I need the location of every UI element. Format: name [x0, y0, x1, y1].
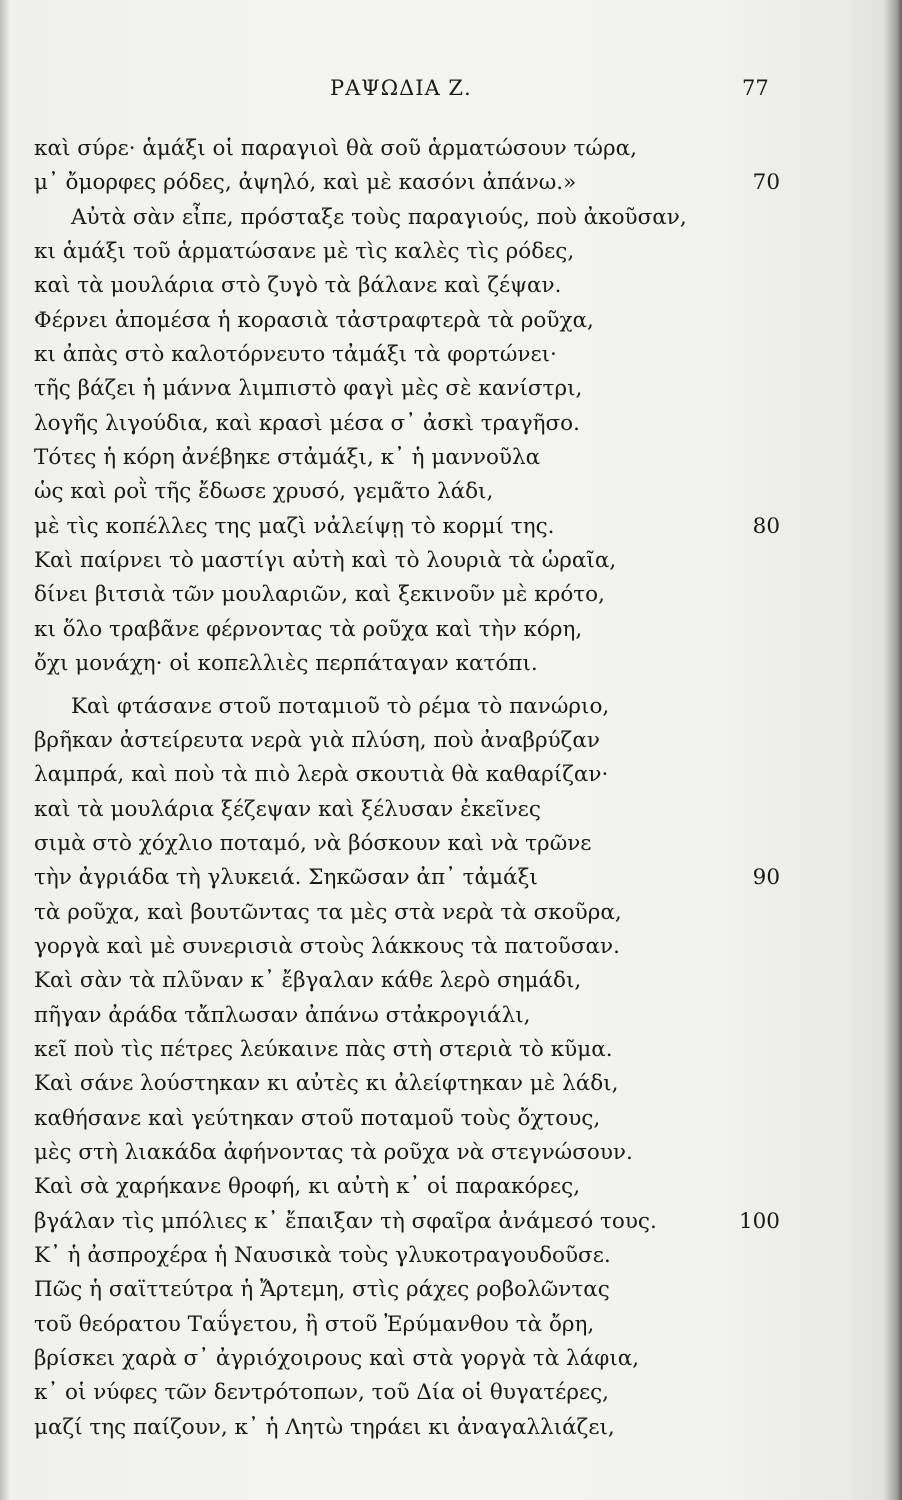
verse-text: βρῆκαν ἀστείρευτα νερὰ γιὰ πλύση, ποὺ ἀναβρύζαν	[34, 727, 600, 753]
verse-line	[0, 647, 902, 681]
verse-line	[0, 930, 902, 964]
verse-line	[0, 1342, 902, 1376]
verse-text: Καὶ σὰν τὰ πλῦναν κ᾽ ἔβγαλαν κάθε λερὸ σημάδι,	[34, 968, 582, 994]
verse-text: Κ᾽ ἡ ἀσπροχέρα ἡ Ναυσικὰ τοὺς γλυκοτραγουδοῦσε.	[34, 1243, 611, 1268]
verse-line	[0, 724, 902, 758]
verse-line	[0, 475, 902, 509]
verse-text: σιμὰ στὸ χόχλιο ποταμό, νὰ βόσκουν καὶ νὰ τρῶνε	[34, 830, 592, 856]
verse-line	[0, 338, 902, 372]
verse-text: ὡς καὶ ροῒ τῆς ἔδωσε χρυσό, γεμᾶτο λάδι,	[34, 479, 494, 505]
verse-line	[0, 690, 902, 724]
verse-line	[0, 304, 902, 338]
verse-text: λαμπρά, καὶ ποὺ τὰ πιὸ λερὰ σκουτιὰ θὰ καθαρίζαν·	[34, 762, 609, 788]
verse-text: κι ἁμάξι τοῦ ἁρματώσανε μὲ τὶς καλὲς τὶς ρόδες,	[34, 239, 575, 265]
verse-text: βρίσκει χαρὰ σ᾽ ἀγριόχοιρους καὶ στὰ γοργὰ τὰ λάφια,	[34, 1346, 640, 1372]
line-number: 80	[752, 513, 780, 539]
verse-line	[0, 407, 902, 441]
verse-text: λογῆς λιγούδια, καὶ κρασὶ μέσα σ᾽ ἀσκὶ τραγῆσο.	[34, 410, 580, 436]
page-number: 77	[742, 76, 769, 100]
verse-line	[0, 1239, 902, 1273]
verse-line	[0, 441, 902, 475]
verse-line	[0, 1376, 902, 1410]
verse-text: τῆς βάζει ἡ μάννα λιμπιστὸ φαγὶ μὲς σὲ κανίστρι,	[34, 376, 583, 402]
verse-line	[0, 1170, 902, 1204]
verse-text: κι ἀπὰς στὸ καλοτόρνευτο τἀμάξι τὰ φορτώνει·	[34, 342, 557, 368]
verse-text: Καὶ φτάσανε στοῦ ποταμιοῦ τὸ ρέμα τὸ πανώριο,	[71, 693, 610, 719]
verse-line	[0, 166, 902, 200]
verse-text: τὴν ἀγριάδα τὴ γλυκειά. Σηκῶσαν ἀπ᾽ τἀμάξι	[34, 865, 538, 891]
verse-line	[0, 964, 902, 998]
verse-line	[0, 1205, 902, 1239]
verse-line	[0, 896, 902, 930]
verse-line	[0, 510, 902, 544]
verse-text: δίνει βιτσιὰ τῶν μουλαριῶν, καὶ ξεκινοῦν μὲ κρότο,	[34, 582, 605, 608]
verse-line	[0, 613, 902, 647]
verse-line	[0, 999, 902, 1033]
line-number: 100	[738, 1208, 780, 1234]
verse-text: τὰ ροῦχα, καὶ βουτῶντας τα μὲς στὰ νερὰ τὰ σκοῦρα,	[34, 899, 622, 925]
verse-line	[0, 578, 902, 612]
verse-text: κεῖ ποὺ τὶς πέτρες λεύκαινε πὰς στὴ στεριὰ τὸ κῦμα.	[34, 1036, 613, 1062]
running-head	[0, 76, 902, 104]
verse-line	[0, 861, 902, 895]
verse-text: μὲς στὴ λιακάδα ἀφήνοντας τὰ ροῦχα νὰ στεγνώσουν.	[34, 1139, 633, 1165]
verse-line	[0, 269, 902, 303]
verse-line	[0, 372, 902, 406]
poem-text	[0, 132, 902, 1445]
verse-text: πῆγαν ἀράδα τἄπλωσαν ἀπάνω στἀκρογιάλι,	[34, 1002, 531, 1028]
verse-line	[0, 1308, 902, 1342]
verse-line	[0, 758, 902, 792]
verse-line	[0, 235, 902, 269]
verse-text: μὲ τὶς κοπέλλες της μαζὶ νἀλείψῃ τὸ κορμί της.	[34, 513, 555, 539]
verse-line	[0, 793, 902, 827]
verse-line	[0, 201, 902, 235]
line-number: 70	[752, 170, 780, 196]
verse-line	[0, 1102, 902, 1136]
verse-text: κ᾽ οἱ νύφες τῶν δεντρότοπων, τοῦ Δία οἱ θυγατέρες,	[34, 1380, 609, 1406]
verse-text: Πῶς ἡ σαϊττεύτρα ἡ Ἄρτεμη, στὶς ράχες ροβολῶντας	[34, 1277, 610, 1303]
verse-text: γοργὰ καὶ μὲ συνερισιὰ στοὺς λάκκους τὰ πατοῦσαν.	[34, 933, 620, 959]
verse-text: Καὶ σὰ χαρήκανε θροφή, κι αὐτὴ κ᾽ οἱ παρακόρες,	[34, 1174, 581, 1200]
verse-text: Φέρνει ἀπομέσα ἡ κορασιὰ τἀστραφτερὰ τὰ ροῦχα,	[34, 307, 594, 333]
verse-text: μ᾽ ὄμορφες ρόδες, ἀψηλό, καὶ μὲ κασόνι ἀπάνω.»	[34, 170, 577, 196]
verse-line	[0, 1411, 902, 1445]
verse-text: μαζί της παίζουν, κ᾽ ἡ Λητὼ τηράει κι ἀναγαλλιάζει,	[34, 1414, 615, 1440]
verse-text: καθήσανε καὶ γεύτηκαν στοῦ ποταμοῦ τοὺς ὄχτους,	[34, 1105, 601, 1131]
verse-line	[0, 1136, 902, 1170]
verse-line	[0, 132, 902, 166]
verse-line	[0, 1273, 902, 1307]
verse-line	[0, 1033, 902, 1067]
verse-text: τοῦ θεόρατου Ταΰγετου, ἢ στοῦ Ἐρύμανθου τὰ ὄρη,	[34, 1311, 595, 1337]
verse-text: κι ὅλο τραβᾶνε φέρνοντας τὰ ροῦχα καὶ τὴν κόρη,	[34, 616, 583, 642]
verse-text: Καὶ σάνε λούστηκαν κι αὐτὲς κι ἀλείφτηκαν μὲ λάδι,	[34, 1071, 619, 1097]
verse-text: Αὐτὰ σὰν εἶπε, πρόσταξε τοὺς παραγιούς, ποὺ ἀκοῦσαν,	[71, 204, 687, 230]
verse-text: Καὶ παίρνει τὸ μαστίγι αὐτὴ καὶ τὸ λουριὰ τὰ ὡραῖα,	[34, 548, 617, 574]
verse-line	[0, 1067, 902, 1101]
line-number: 90	[752, 865, 780, 891]
verse-line	[0, 544, 902, 578]
verse-text: Τότες ἡ κόρη ἀνέβηκε στἀμάξι, κ᾽ ἡ μαννοῦλα	[34, 445, 541, 471]
verse-line	[0, 827, 902, 861]
chapter-title: ΡΑΨΩΔΙΑ Ζ.	[330, 76, 472, 100]
verse-text: καὶ τὰ μουλάρια ξέζεψαν καὶ ξέλυσαν ἐκεῖνες	[34, 796, 541, 822]
verse-text: ὄχι μονάχη· οἱ κοπελλιὲς περπάταγαν κατόπι.	[34, 651, 538, 677]
verse-text: καὶ σύρε· ἁμάξι οἱ παραγιοὶ θὰ σοῦ ἁρματώσουν τώρα,	[34, 136, 637, 161]
verse-text: βγάλαν τὶς μπόλιες κ᾽ ἔπαιξαν τὴ σφαῖρα ἀνάμεσό τους.	[34, 1208, 657, 1234]
verse-text: καὶ τὰ μουλάρια στὸ ζυγὸ τὰ βάλανε καὶ ζέψαν.	[34, 273, 562, 299]
